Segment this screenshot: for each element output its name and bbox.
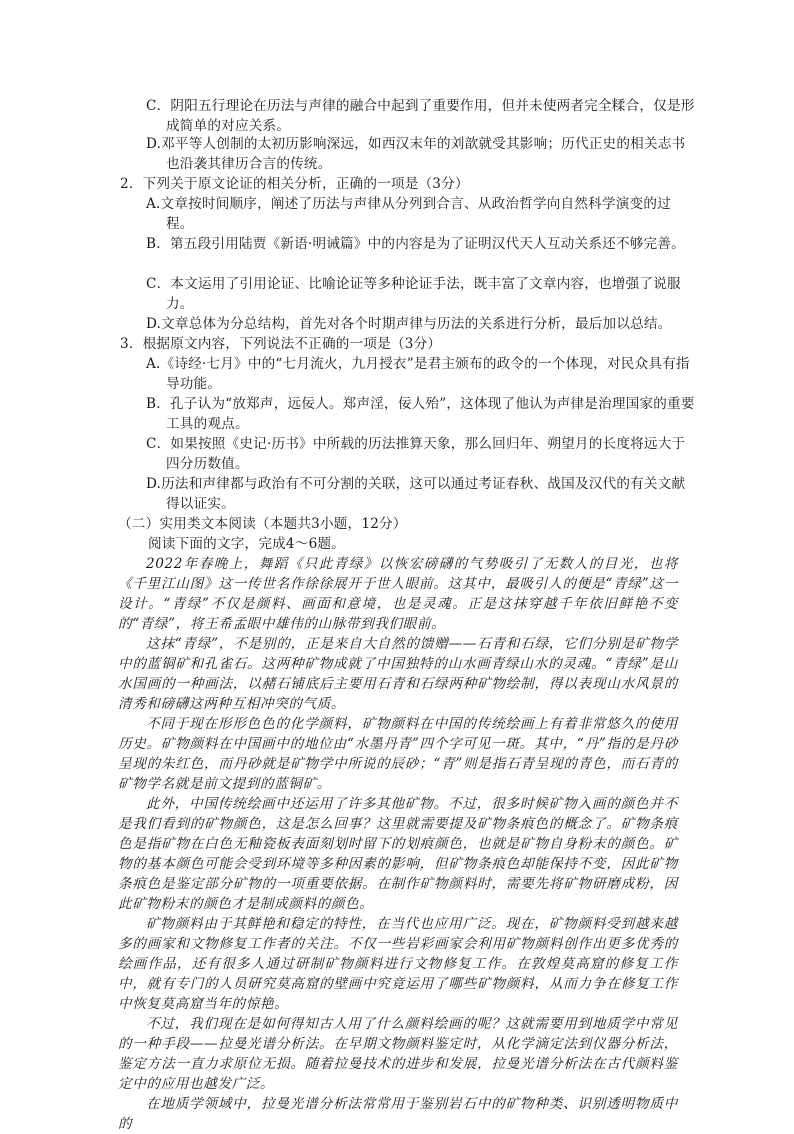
q2-stem: 2．下列关于原文论证的相关分析，正确的一项是（3分） [120,176,469,192]
article-paragraph-4: 此外，中国传统绘画中还运用了许多其他矿物。不过，很多时候矿物入画的颜色并不是我们看到的矿物颜色，这是怎么回事？这里就需要提及矿物条痕色的概念了。矿物条痕色是指矿物在白色无釉瓷板表面刻划时留下的划痕颜色，也就是矿物自身粉末的颜色。矿物的基本颜色可能会受到环境等多种因素的影响，但矿物条痕色却能保持不变，因此矿物条痕色是鉴定部分矿物的一项重要依据。在制作矿物颜料时，需要先将矿物研磨成粉，因此矿物粉末的颜色才是制成颜料的颜色。 [118,796,678,912]
article-paragraph-3: 不同于现在形形色色的化学颜料，矿物颜料在中国的传统绘画上有着非常悠久的使用历史。矿物颜料在中国画中的地位由“水墨丹青”四个字可见一斑。其中，“丹”指的是丹砂呈现的朱红色，而丹砂就是矿物学中所说的辰砂；“青”则是指石青呈现的青色，而石青的矿物学名就是前文提到的蓝铜矿。 [118,716,678,792]
q3-option-a: A.《诗经·七月》中的“七月流火，九月授衣”是君主颁布的政令的一个体现，对民众具有指导功能。 [146,356,690,392]
article-paragraph-7: 在地质学领域中，拉曼光谱分析法常常用于鉴别岩石中的矿物种类、识别透明物质中的 [118,1096,678,1132]
q3-option-d: D.历法和声律都与政治有不可分割的关联，这可以通过考证春秋、战国及汉代的有关文献得以证实。 [146,476,686,512]
article-paragraph-1: 2022年春晚上，舞蹈《只此青绿》以恢宏磅礴的气势吸引了无数人的目光，也将《千里江山图》这一传世名作徐徐展开于世人眼前。这其中，最吸引人的便是“青绿”这一设计。“青绿”不仅是颜料、画面和意境，也是灵魂。正是这抹穿越千年依旧鲜艳不变的“青绿”，将王希孟眼中雄伟的山脉带到我们眼前。 [118,556,678,632]
q2-option-b: B．第五段引用陆贾《新语·明诫篇》中的内容是为了证明汉代天人互动关系还不够完善。 [146,236,685,252]
q1-option-c: C．阴阳五行理论在历法与声律的融合中起到了重要作用，但并未使两者完全糅合，仅是形成简单的对应关系。 [146,98,695,134]
article-paragraph-2: 这抹“青绿”，不是别的，正是来自大自然的馈赠——石青和石绿，它们分别是矿物学中的蓝铜矿和孔雀石。这两种矿物成就了中国独特的山水画青绿山水的灵魂。“青绿”是山水国画的一种画法，以赭石铺底后主要用石青和石绿两种矿物绘制，得以表现山水风景的清秀和磅礴这两种互相冲突的气质。 [118,636,678,712]
q1-option-d: D.邓平等人创制的太初历影响深远，如西汉末年的刘歆就受其影响；历代正史的相关志书也沿袭其律历合言的传统。 [146,136,686,172]
article-paragraph-6: 不过，我们现在是如何得知古人用了什么颜料绘画的呢？这就需要用到地质学中常见的一种手段——拉曼光谱分析法。在早期文物颜料鉴定时，从化学滴定法到仪器分析法，鉴定方法一直力求原位无损。随着拉曼技术的进步和发展，拉曼光谱分析法在古代颜料鉴定中的应用也越发广泛。 [118,1016,678,1092]
q2-option-c: C．本文运用了引用论证、比喻论证等多种论证手法，既丰富了文章内容，也增强了说服力。 [146,276,681,312]
article-paragraph-5: 矿物颜料由于其鲜艳和稳定的特性，在当代也应用广泛。现在，矿物颜料受到越来越多的画家和文物修复工作者的关注。不仅一些岩彩画家会利用矿物颜料创作出更多优秀的绘画作品，还有很多人通过研制矿物颜料进行文物修复工作。在敦煌莫高窟的修复工作中，就有专门的人员研究莫高窟的壁画中究竟运用了哪些矿物颜料，从而力争在修复工作中恢复莫高窟当年的惊艳。 [118,916,678,1012]
section-title: （二）实用类文本阅读（本题共3小题，12分） [118,516,407,532]
q2-option-a: A.文章按时间顺序，阐述了历法与声律从分列到合言、从政治哲学向自然科学演变的过程。 [146,196,671,232]
q2-option-d: D.文章总体为分总结构，首先对各个时期声律与历法的关系进行分析，最后加以总结。 [146,316,672,332]
q3-stem: 3．根据原文内容，下列说法不正确的一项是（3分） [120,336,442,352]
section-intro: 阅读下面的文字，完成4～6题。 [148,536,346,552]
q3-option-c: C．如果按照《史记·历书》中所载的历法推算天象，那么回归年、朔望月的长度将远大于四分历数值。 [146,436,686,472]
q3-option-b: B．孔子认为“放郑声，远佞人。郑声淫，佞人殆”，这体现了他认为声律是治理国家的重要工具的观点。 [146,396,695,432]
